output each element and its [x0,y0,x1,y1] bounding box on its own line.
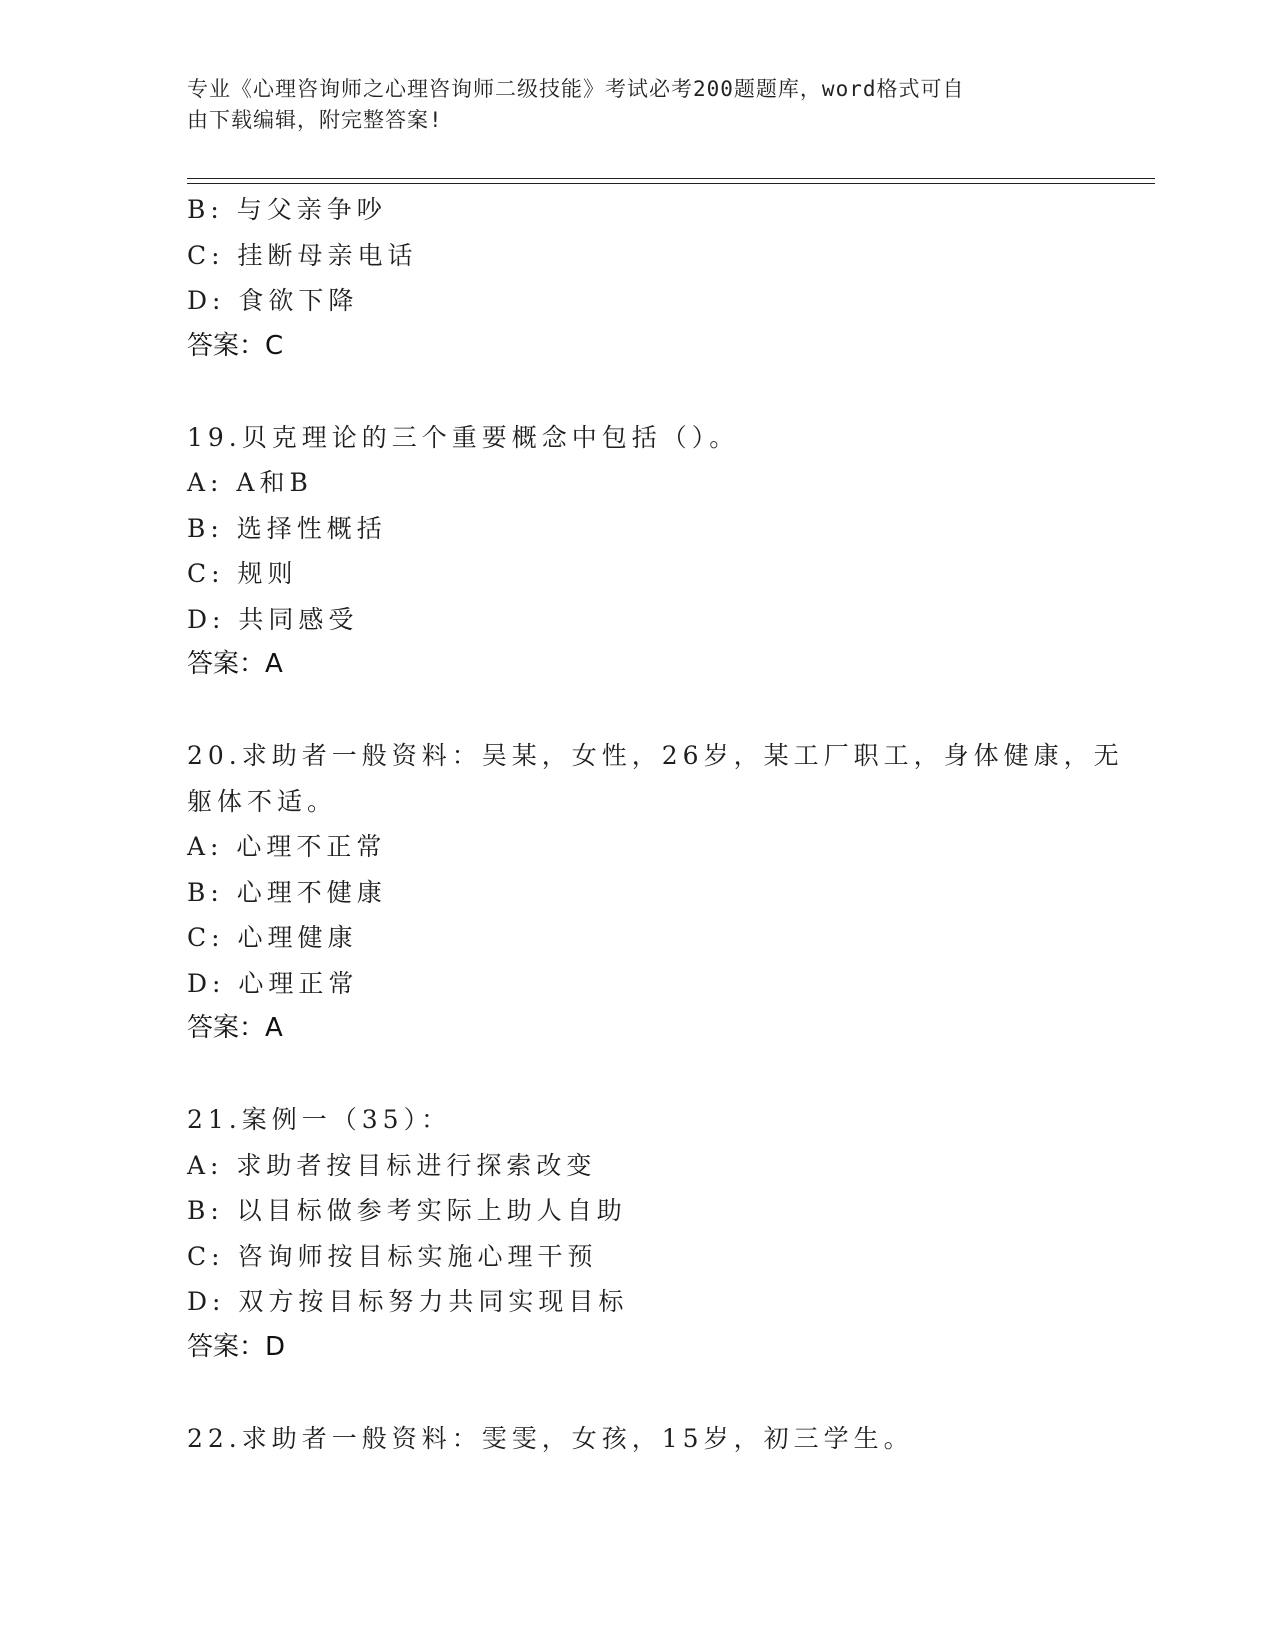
question-text: 19.贝克理论的三个重要概念中包括（）。 [187,422,740,452]
option-c: C: 规则 [187,559,298,588]
header-line-2: 由下载编辑，附完整答案! [187,108,443,132]
question-18-fragment [187,187,1107,369]
answer: 答案：A [187,1013,283,1043]
document-header [187,74,1067,136]
option-a: A: 心理不正常 [187,832,387,861]
question-text: 22.求助者一般资料：雯雯，女孩，15岁，初三学生。 [187,1423,914,1453]
header-rule-bottom [187,183,1155,184]
question-list [187,187,1124,1461]
option-d: D: 食欲下降 [187,286,359,315]
option-d: D: 心理正常 [187,968,359,998]
question-21 [187,1097,1107,1370]
question-text-line-1: 20.求助者一般资料：吴某，女性，26岁，某工厂职工，身体健康，无 [187,741,1124,770]
question-22 [187,1416,1107,1462]
question-20 [187,733,1124,1052]
option-b: B: 以目标做参考实际上助人自助 [187,1196,627,1225]
spacer [187,688,1107,734]
question-19 [187,415,1107,688]
option-c: C: 挂断母亲电话 [187,240,418,270]
answer: 答案：A [187,649,283,679]
spacer [187,1052,1107,1098]
answer: 答案：D [187,1331,286,1362]
option-c: C: 咨询师按目标实施心理干预 [187,1241,598,1271]
option-a: A: A和B [187,468,313,497]
answer: 答案：C [187,330,284,361]
question-text-line-2: 躯体不适。 [187,786,338,816]
spacer [187,1370,1107,1416]
option-b: B: 心理不健康 [187,877,387,907]
option-b: B: 选择性概括 [187,513,387,543]
header-rule-top [187,178,1155,179]
option-b: B: 与父亲争吵 [187,195,387,224]
question-text: 21.案例一（35）： [187,1105,452,1134]
option-d: D: 共同感受 [187,604,359,634]
option-c: C: 心理健康 [187,923,358,952]
header-line-1: 专业《心理咨询师之心理咨询师二级技能》考试必考200题题库，word格式可自 [187,77,965,101]
option-d: D: 双方按目标努力共同实现目标 [187,1287,629,1316]
option-a: A: 求助者按目标进行探索改变 [187,1150,597,1180]
spacer [187,369,1107,415]
